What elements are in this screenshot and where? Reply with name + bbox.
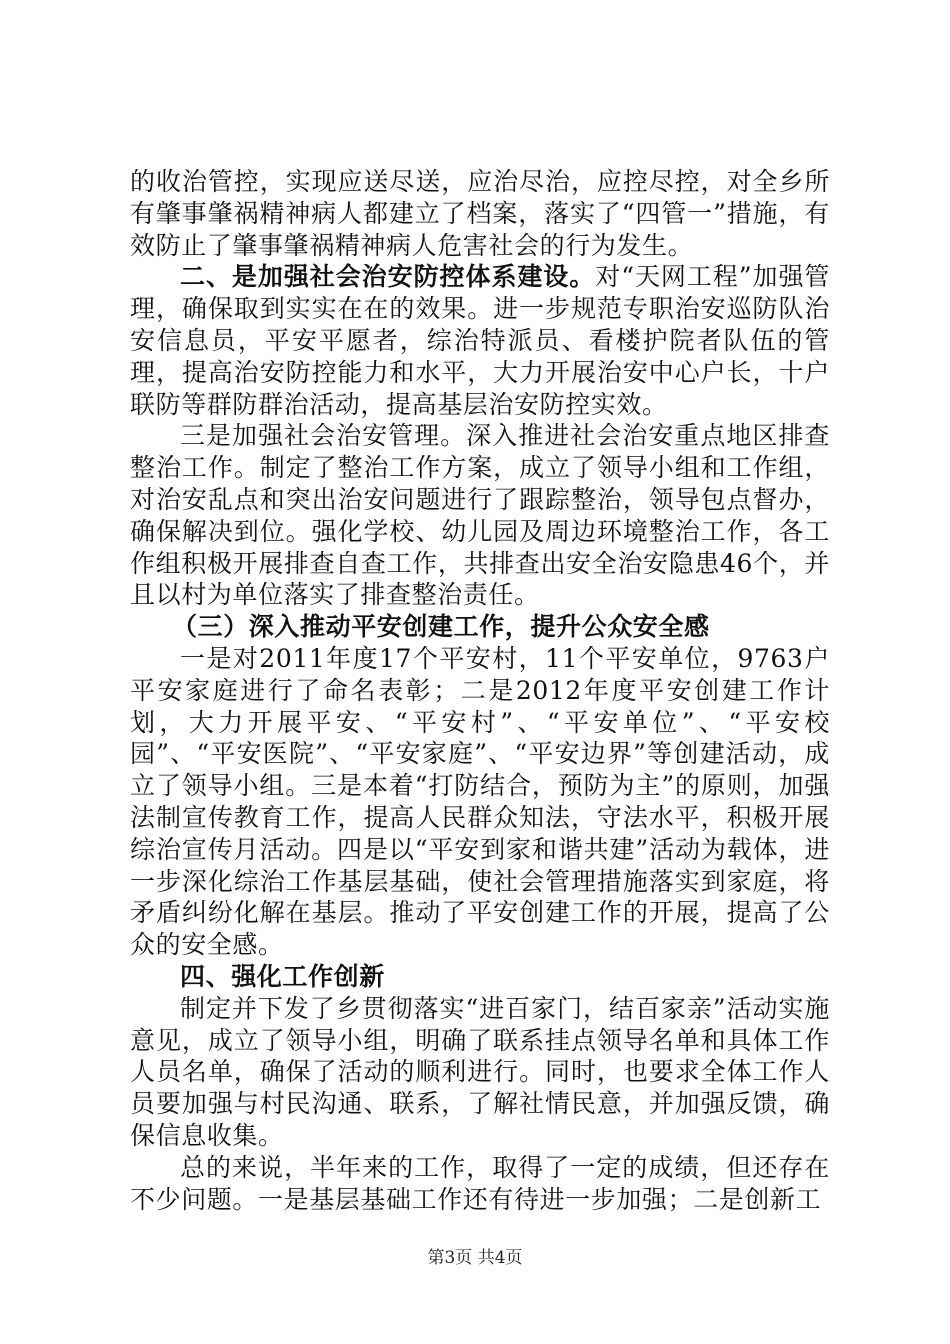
body-paragraph-innovation: 制定并下发了乡贯彻落实“进百家门，结百家亲”活动实施意见，成立了领导小组，明确了联系挂点领导名单和具体工作人员名单，确保了活动的顺利进行。同时，也要求全体工作人员要加强与村民沟通、联系，了解社情民意，并加强反馈，确保信息收集。: [130, 993, 830, 1150]
section-heading-innovation: 四、强化工作创新: [180, 961, 385, 991]
body-paragraph-summary: 总的来说，半年来的工作，取得了一定的成绩，但还存在不少问题。一是基层基础工作还有待进一步加强；二是创新工: [130, 1152, 830, 1214]
section-two-text: 对“天网工程”加强管理，确保取到实实在在的效果。进一步规范专职治安巡防队治安信息员，平安平愿者，综治特派员、看楼护院者队伍的管理，提高治安防控能力和水平，大力开展治安中心户长，十户联防等群防群治活动，提高基层治安防控实效。: [130, 262, 831, 419]
page-number-footer: 第3页 共4页: [427, 1248, 523, 1268]
body-paragraph-section-two: [130, 261, 830, 420]
document-body: [130, 166, 830, 1215]
body-paragraph-continued: 的收治管控，实现应送尽送，应治尽治，应控尽控，对全乡所有肇事肇祸精神病人都建立了档案，落实了“四管一”措施，有效防止了肇事肇祸精神病人危害社会的行为发生。: [130, 167, 830, 260]
subsection-heading-safety: （三）深入推动平安创建工作，提升公众安全感: [172, 612, 710, 642]
body-paragraph-section-three: 三是加强社会治安管理。深入推进社会治安重点地区排查整治工作。制定了整治工作方案，成立了领导小组和工作组，对治安乱点和突出治安问题进行了跟踪整治，领导包点督办，确保解决到位。强化学校、幼儿园及周边环境整治工作，各工作组积极开展排查自查工作，共排查出安全治安隐患46个，并且以村为单位落实了排查整治责任。: [130, 421, 830, 610]
section-two-lead: 二、是加强社会治安防控体系建设。: [180, 262, 596, 292]
body-paragraph-safety-campaign: 一是对2011年度17个平安村，11个平安单位，9763户平安家庭进行了命名表彰；二是2012年度平安创建工作计划，大力开展平安、“平安村”、“平安单位”、“平安校园”、“平安医院”、“平安家庭”、“平安边界”等创建活动，成立了领导小组。三是本着“打防结合，预防为主”的原则，加强法制宣传教育工作，提高人民群众知法，守法水平，积极开展综治宣传月活动。四是以“平安到家和谐共建”活动为载体，进一步深化综治工作基层基础，使社会管理措施落实到家庭，将矛盾纠纷化解在基层。推动了平安创建工作的开展，提高了公众的安全感。: [130, 643, 830, 960]
